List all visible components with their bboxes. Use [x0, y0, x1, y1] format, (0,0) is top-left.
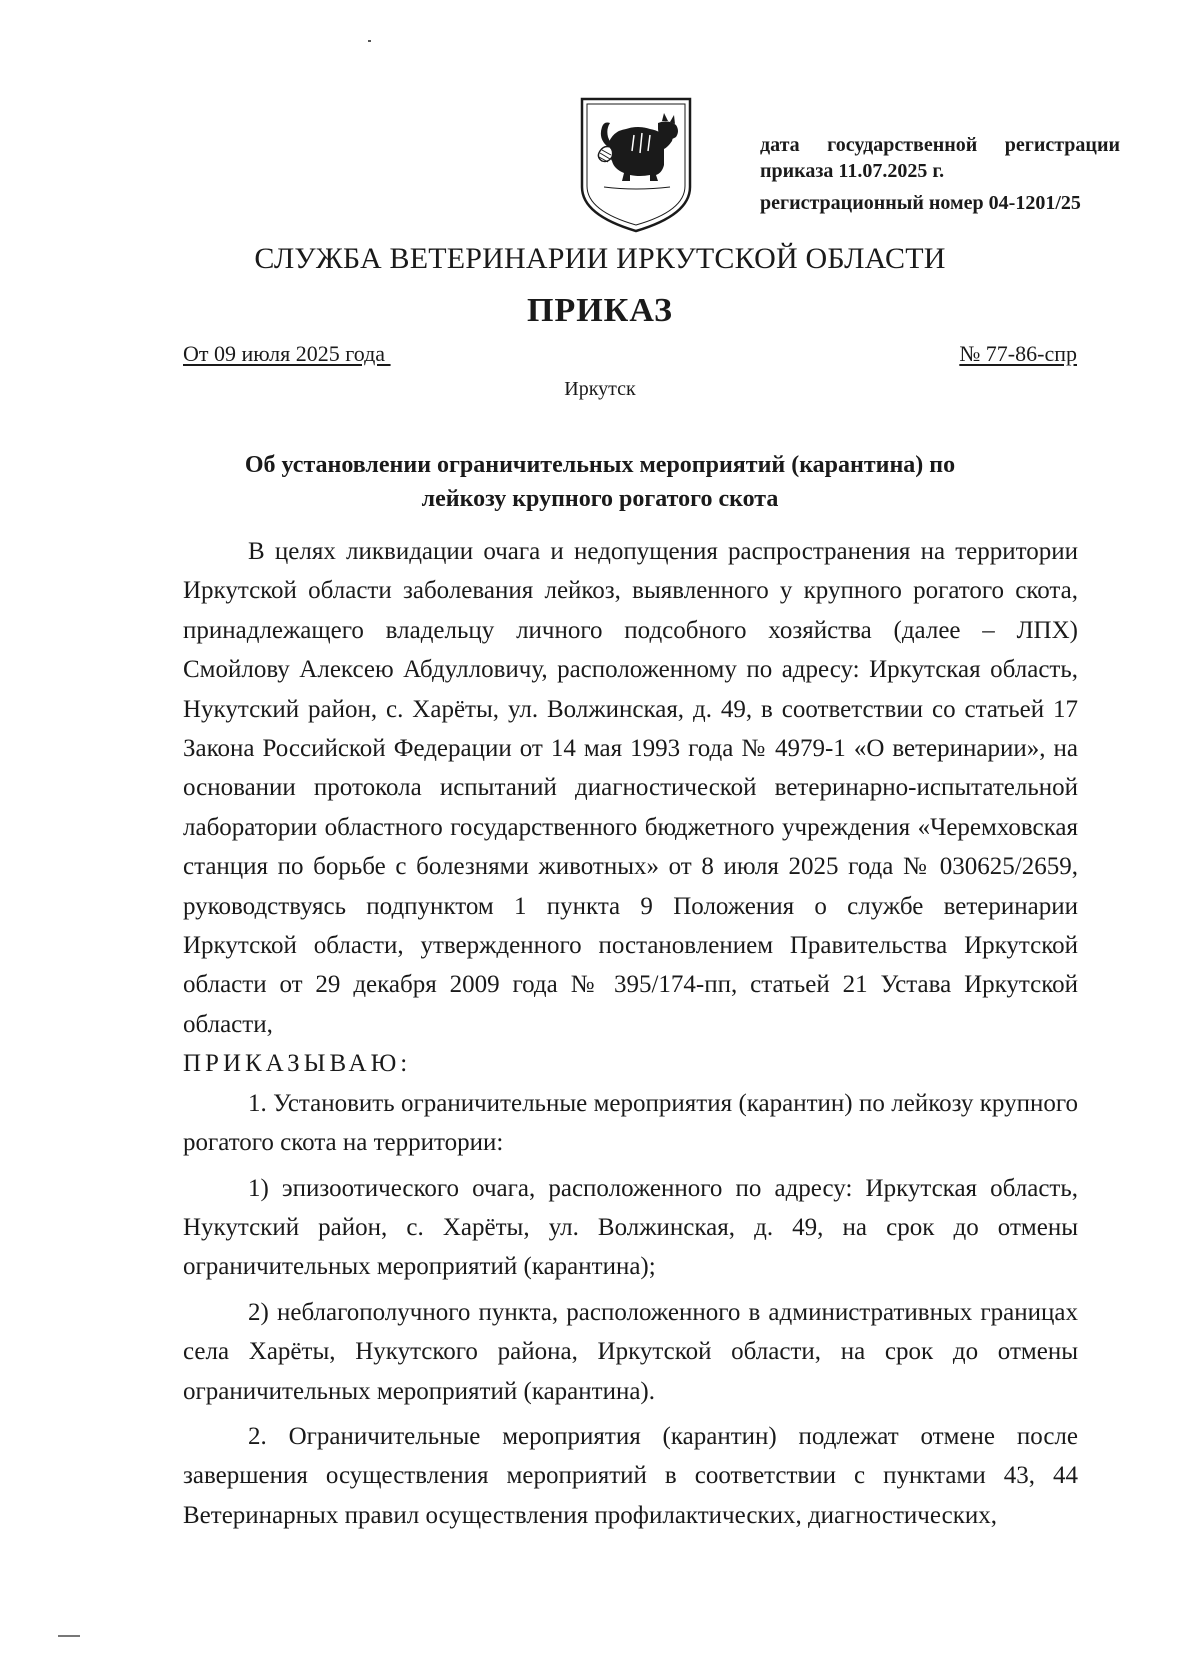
clause-2: 2. Ограничительные мероприятия (карантин) подлежат отмене после завершения осуществления мероприятий в соответствии с пунктами 43, 44 Ветеринарных правил осуществления профилактических, диагностических, — [183, 1422, 1078, 1529]
organization-title: СЛУЖБА ВЕТЕРИНАРИИ ИРКУТСКОЙ ОБЛАСТИ — [254, 242, 946, 275]
order-date: От 09 июля 2025 года — [183, 341, 391, 366]
subject-line-2: лейкозу крупного рогатого скота — [421, 486, 779, 512]
registration-number: регистрационный номер 04-1201/25 — [760, 192, 1081, 214]
document-type-title: ПРИКАЗ — [527, 292, 673, 329]
order-subject — [150, 448, 1050, 516]
registration-stamp — [760, 132, 1120, 216]
scan-speck — [368, 40, 371, 42]
order-number: № 77-86-спр — [959, 341, 1077, 366]
registration-line-1: дата государственной регистрации — [760, 134, 1120, 156]
scan-mark — [58, 1635, 80, 1637]
preamble-paragraph: В целях ликвидации очага и недопущения распространения на территории Иркутской области заболевания лейкоз, выявленного у крупного рогатого скота, принадлежащего владельцу личного подсобного хозяйства (далее – ЛПХ) Смойлову Алексею Абдулловичу, расположенному по адресу: Иркутская область, Нукутский район, с. Харёты, ул. Волжинская, д. 49, в соответствии со статьей 17 Закона Российской Федерации от 14 мая 1993 года № 4979-1 «О ветеринарии», на основании протокола испытаний диагностической ветеринарно-испытательной лаборатории областного государственного бюджетного учреждения «Черемховская станция по борьбе с болезнями животных» от 8 июля 2025 года № 030625/2659, руководствуясь подпунктом 1 пункта 9 Положения о службе ветеринарии Иркутской области, утвержденного постановлением Правительства Иркутской области от 29 декабря 2009 года № 395/174-пп, статьей 21 Устава Иркутской области, — [183, 538, 1078, 1038]
order-directive-word: ПРИКАЗЫВАЮ: — [183, 1050, 412, 1078]
order-body — [183, 532, 1078, 1535]
subject-line-1: Об установлении ограничительных мероприятий (карантина) по — [244, 452, 956, 478]
city-name: Иркутск — [564, 378, 636, 400]
clause-1-subitem-2: 2) неблагополучного пункта, расположенного в административных границах села Харёты, Нукутского района, Иркутской области, на срок до отмены ограничительных мероприятий (карантина). — [183, 1298, 1078, 1405]
irkutsk-coat-of-arms-icon — [578, 95, 694, 235]
clause-1-subitem-1: 1) эпизоотического очага, расположенного по адресу: Иркутская область, Нукутский район, с. Харёты, ул. Волжинская, д. 49, на срок до отмены ограничительных мероприятий (карантина); — [183, 1174, 1078, 1281]
clause-1: 1. Установить ограничительные мероприятия (карантин) по лейкозу крупного рогатого скота на территории: — [183, 1089, 1078, 1157]
registration-line-2: приказа 11.07.2025 г. — [760, 160, 945, 182]
